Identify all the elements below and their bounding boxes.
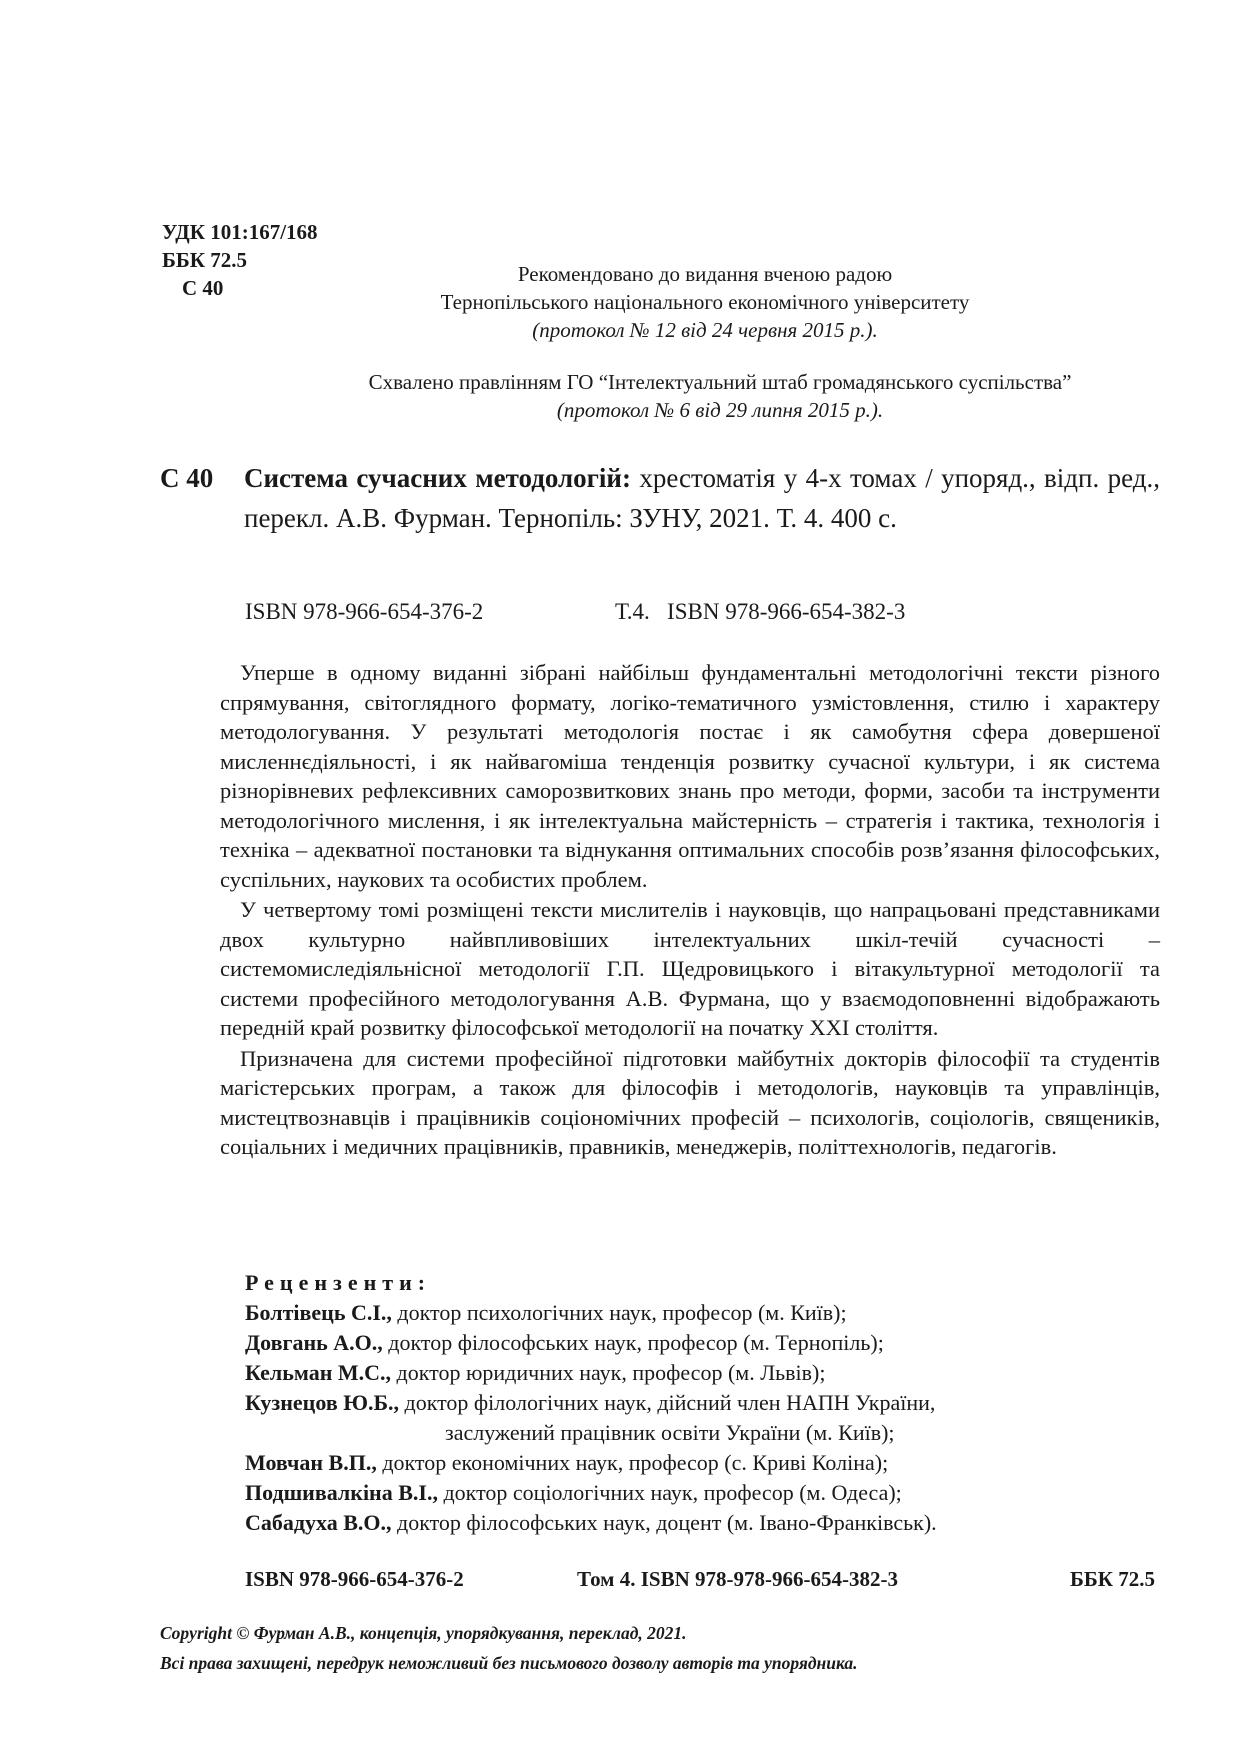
cipher-code: С 40	[182, 276, 224, 300]
reviewer-desc: доктор соціологічних наук, професор (м. Одеса);	[437, 1480, 902, 1505]
abstract-paragraph-2: У четвертому томі розміщені тексти мислителів і науковців, що напрацьовані представниками двох культурно найвпливовіших інтелектуальних шкіл-течій сучасності – системомиследіяльнісної методології Г.П. Щедровицького і вітакультурної методології та системи професійного методологування А.В. Фурмана, що у взаємодоповненні відображають передній край розвитку філософської методології на початку XXI століття.	[220, 897, 1160, 1040]
reviewer-name: Сабадуха В.О.,	[245, 1510, 392, 1535]
reviewer-name: Довгань А.О.,	[245, 1330, 383, 1355]
isbn-volume: Т.4. ISBN 978-966-654-382-3	[615, 599, 906, 624]
recommendation-block	[380, 260, 1030, 344]
reviewer-item	[245, 1508, 1205, 1538]
reviewer-name: Подшивалкіна В.І.,	[245, 1480, 438, 1505]
reviewer-name: Кузнецов Ю.Б.,	[245, 1390, 400, 1415]
approval-line: Схвалено правлінням ГО “Інтелектуальний штаб громадянського суспільства”	[368, 370, 1072, 394]
recommendation-line-2: Тернопільського національного економічного університету	[440, 290, 970, 314]
reviewer-item	[245, 1298, 1205, 1328]
copyright-block	[160, 1618, 1160, 1678]
reviewers	[245, 1268, 1205, 1538]
approval-block	[290, 368, 1150, 424]
reviewers-heading: Рецензенти:	[245, 1270, 432, 1295]
rights-line: Всі права захищені, передрук неможливий без письмового дозволу авторів та упорядника.	[160, 1653, 858, 1673]
abstract-paragraph-3: Призначена для системи професійної підготовки майбутніх докторів філософії та студентів магістерських програм, а також для філософів і методологів, науковців та управлінців, мистецтвознавців і працівників соціономічних професій – психологів, соціологів, священиків, соціальних і медичних працівників, правників, менеджерів, політтехнологів, педагогів.	[220, 1045, 1160, 1159]
reviewer-item	[245, 1358, 1205, 1388]
udk-code: УДК 101:167/168	[162, 220, 318, 244]
reviewer-name: Болтівець С.І.,	[245, 1300, 392, 1325]
bbk-code: ББК 72.5	[162, 248, 247, 272]
abstract	[220, 658, 1160, 1163]
entry-description: хрестоматія у 4-х томах / упоряд., відп. ред., перекл. А.В. Фурман. Тернопіль: ЗУНУ, 2021. Т. 4. 400 с.	[244, 463, 1160, 533]
reviewer-desc: доктор юридичних наук, професор (м. Львів);	[391, 1360, 826, 1385]
abstract-paragraph-1: Уперше в одному виданні зібрані найбільш фундаментальні методологічні тексти різного спрямування, світоглядного формату, логіко-тематичного узмістовлення, стилю і характеру методологування. У результаті методологія постає і як самобутня сфера довершеної мисленнєдіяльності, і як найвагоміша тенденція розвитку сучасної культури, і як система різнорівневих рефлексивних саморозвиткових знань про методи, форми, засоби та інструменти методологічного мислення, і як інтелектуальна майстерність – стратегія і тактика, технологія і техніка – адекватної постановки та віднукання оптимальних способів розв’язання філософських, суспільних, наукових та особистих проблем.	[220, 660, 1160, 892]
entry-code: С 40	[160, 463, 214, 493]
entry-title: Система сучасних методологій:	[244, 463, 631, 493]
reviewer-item	[245, 1388, 1205, 1418]
reviewer-name: Кельман М.С.,	[245, 1360, 392, 1385]
isbn-set: ISBN 978-966-654-376-2	[245, 599, 484, 624]
approval-protocol: (протокол № 6 від 29 липня 2015 р.).	[556, 398, 884, 422]
reviewer-desc: доктор психологічних наук, професор (м. Київ);	[391, 1300, 847, 1325]
bibliographic-entry	[160, 458, 1160, 538]
bottom-isbn-set: ISBN 978-966-654-376-2	[245, 1567, 464, 1591]
entry-body	[244, 458, 1160, 538]
reviewer-continuation: заслужений працівник освіти України (м. Київ);	[445, 1420, 895, 1445]
reviewer-desc: доктор економічних наук, професор (с. Криві Коліна);	[376, 1450, 889, 1475]
classification-codes	[162, 218, 318, 302]
reviewer-desc: доктор філософських наук, професор (м. Тернопіль);	[382, 1330, 884, 1355]
reviewer-item	[245, 1448, 1205, 1478]
copyright-line: Copyright © Фурман А.В., концепція, упорядкування, переклад, 2021.	[160, 1623, 687, 1643]
reviewer-name: Мовчан В.П.,	[245, 1450, 377, 1475]
recommendation-protocol: (протокол № 12 від 24 червня 2015 р.).	[532, 318, 878, 342]
recommendation-line-1: Рекомендовано до видання вченою радою	[517, 262, 893, 286]
bottom-bbk: ББК 72.5	[1070, 1567, 1155, 1591]
reviewer-item	[245, 1328, 1205, 1358]
reviewer-desc: доктор філологічних наук, дійсний член НАПН України,	[399, 1390, 936, 1415]
isbn-line	[245, 597, 1145, 627]
bottom-isbn-volume: Том 4. ISBN 978-978-966-654-382-3	[577, 1567, 898, 1591]
reviewer-desc: доктор філософських наук, доцент (м. Івано-Франківськ).	[391, 1510, 937, 1535]
reviewer-item	[245, 1478, 1205, 1508]
